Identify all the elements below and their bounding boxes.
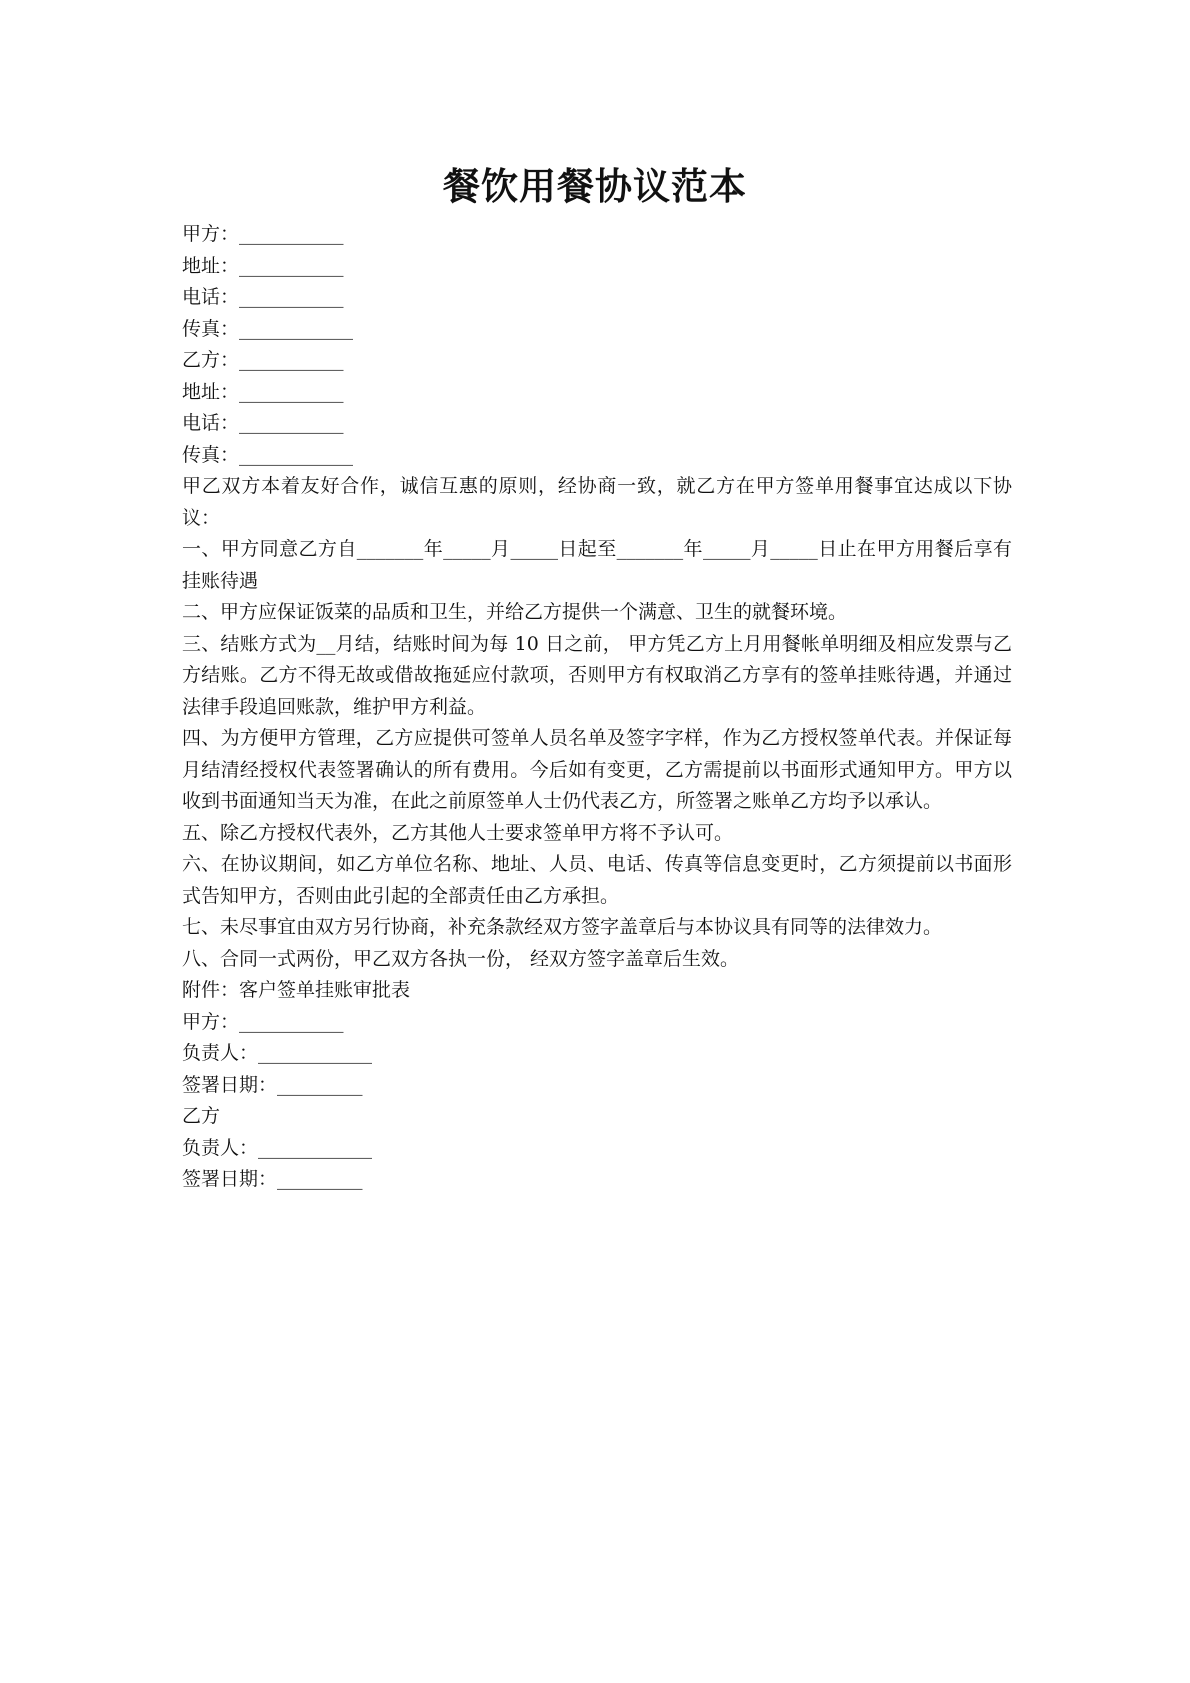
intro-paragraph: 甲乙双方本着友好合作，诚信互惠的原则，经协商一致，就乙方在甲方签单用餐事宜达成以下协议： [182,475,1012,529]
signature-b-party: 乙方 [182,1105,221,1127]
attachment-note: 附件：客户签单挂账审批表 [182,979,411,1001]
signature-block-a [182,1007,1012,1102]
party-a-phone-field: 电话：___________ [182,286,344,308]
party-a-address-field: 地址：___________ [182,254,344,277]
party-b-phone-field: 电话：___________ [182,412,344,434]
document-body [182,219,1012,1196]
clause-5: 五、除乙方授权代表外，乙方其他人士要求签单甲方将不予认可。 [182,821,734,844]
party-b-fax-field: 传真：____________ [182,443,354,466]
party-a-info [182,219,1012,345]
clause-6: 六、在协议期间，如乙方单位名称、地址、人员、电话、传真等信息变更时，乙方须提前以书面形式告知甲方，否则由此引起的全部责任由乙方承担。 [182,853,1012,907]
signature-b-date: 签署日期：_________ [182,1168,363,1190]
party-b-info [182,345,1012,471]
clause-4: 四、为方便甲方管理，乙方应提供可签单人员名单及签字字样，作为乙方授权签单代表。并保证每月结清经授权代表签署确认的所有费用。今后如有变更，乙方需提前以书面形式通知甲方。甲方以收到书面通知当天为准，在此之前原签单人士仍代表乙方，所签署之账单乙方均予以承认。 [182,727,1012,812]
party-a-fax-field: 传真：____________ [182,317,354,340]
signature-a-party: 甲方：___________ [182,1010,344,1033]
clause-list [182,534,1012,975]
clause-7: 七、未尽事宜由双方另行协商，补充条款经双方签字盖章后与本协议具有同等的法律效力。 [182,916,943,938]
party-a-name-field: 甲方：___________ [182,223,344,245]
signature-block-b [182,1101,1012,1196]
page-title: 餐饮用餐协议范本 [443,164,747,208]
party-b-address-field: 地址：___________ [182,380,344,403]
clause-3: 三、结账方式为__月结，结账时间为每 10 日之前， 甲方凭乙方上月用餐帐单明细及相应发票与乙方结账。乙方不得无故或借故拖延应付款项，否则甲方有权取消乙方享有的签单挂账待遇，并通过法律手段追回账款，维护甲方利益。 [182,632,1012,718]
clause-2: 二、甲方应保证饭菜的品质和卫生，并给乙方提供一个满意、卫生的就餐环境。 [182,601,848,623]
signature-b-responsible: 负责人：____________ [182,1136,373,1159]
party-b-name-field: 乙方：___________ [182,349,344,371]
signature-a-date: 签署日期：_________ [182,1073,363,1096]
signature-a-responsible: 负责人：____________ [182,1042,373,1064]
clause-8: 八、合同一式两份，甲乙双方各执一份， 经双方签字盖章后生效。 [182,947,740,970]
clause-1: 一、甲方同意乙方自_______年_____月_____日起至_______年_____月_____日止在甲方用餐后享有挂账待遇 [182,538,1012,592]
